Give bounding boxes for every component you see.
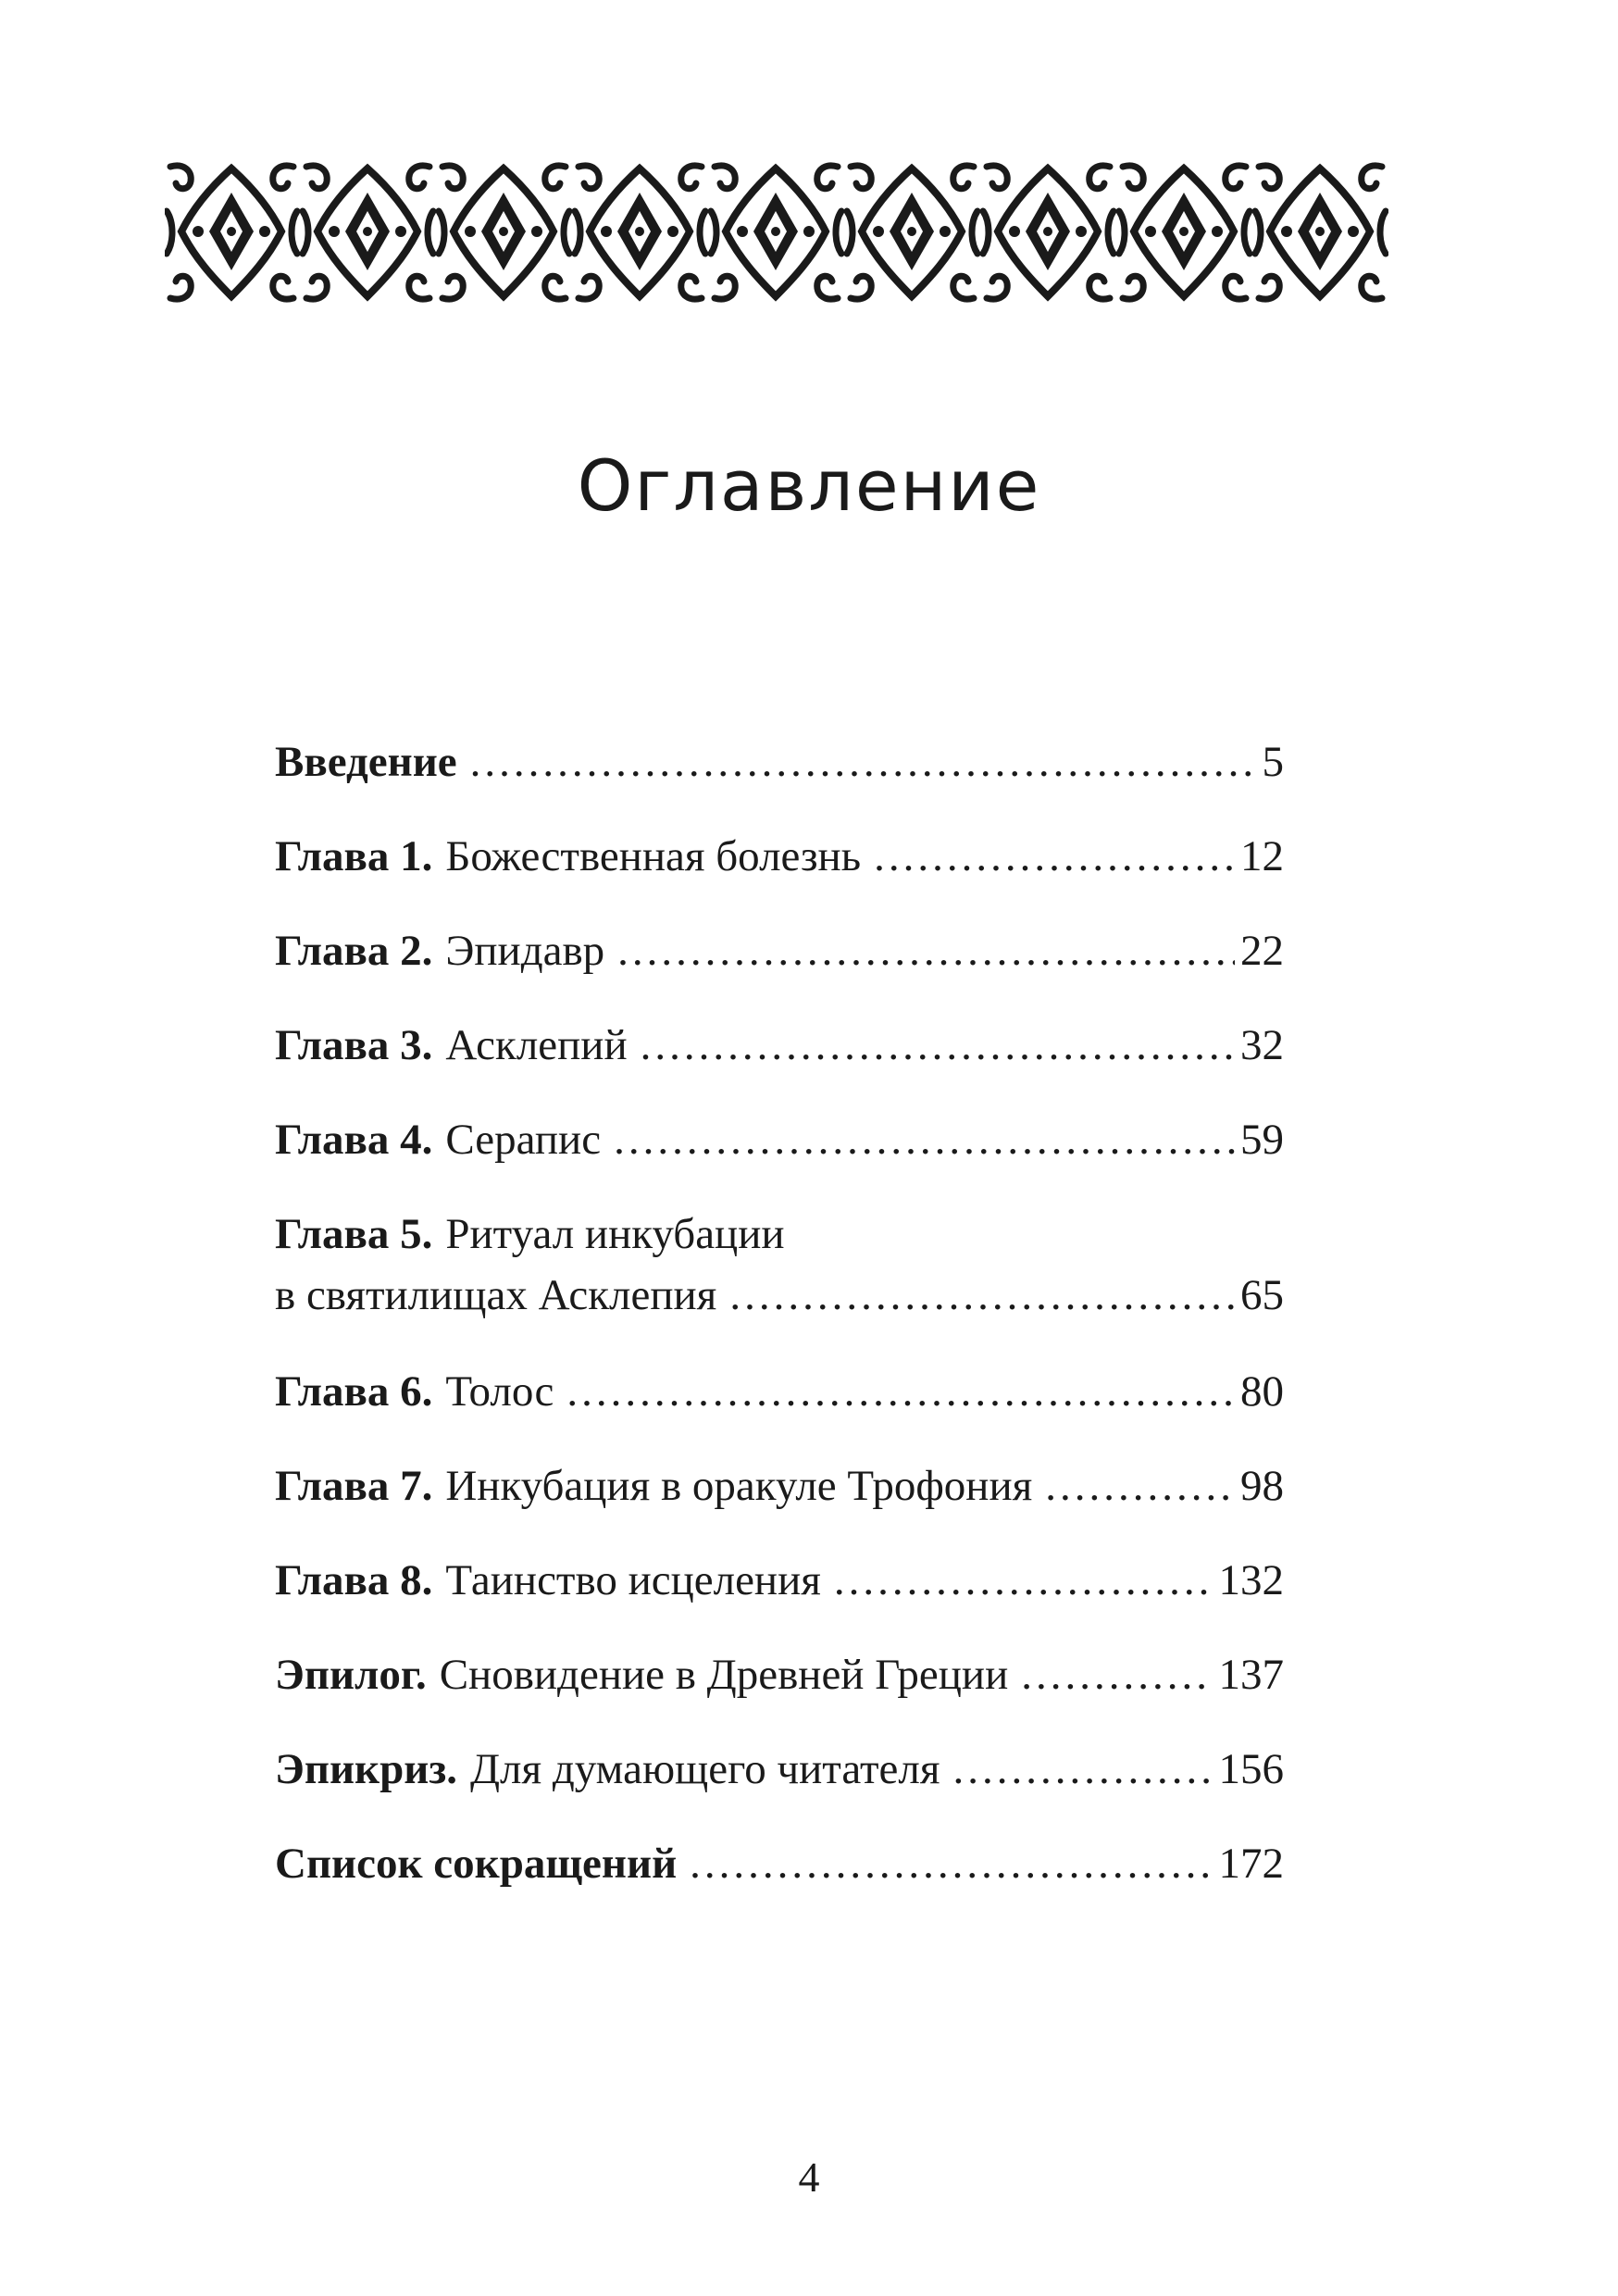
toc-label: Глава 8.: [275, 1556, 433, 1604]
leader-dots: [641, 1015, 1235, 1076]
toc-entry-chapter-1[interactable]: [275, 826, 1284, 887]
leader-dots: [729, 1265, 1235, 1326]
toc-title: Инкубация в оракуле Трофония: [445, 1462, 1033, 1510]
toc-label: Список сокращений: [275, 1840, 678, 1888]
toc-label: Глава 5.: [275, 1210, 433, 1258]
toc-title: Божественная болезнь: [445, 832, 862, 880]
toc-page-number: 137: [1218, 1651, 1284, 1699]
leader-dots: [834, 1550, 1214, 1611]
toc-label: Глава 3.: [275, 1021, 433, 1069]
toc-entry-epicrisis[interactable]: [275, 1739, 1284, 1800]
toc-entry-chapter-8[interactable]: [275, 1550, 1284, 1611]
toc-entry-chapter-5[interactable]: [275, 1204, 1284, 1326]
leader-dots: [617, 920, 1235, 981]
toc-label: Глава 2.: [275, 927, 433, 975]
leader-dots: [470, 731, 1257, 792]
toc-page-number: 172: [1218, 1840, 1284, 1888]
toc-title: Ритуал инкубации: [445, 1210, 785, 1258]
toc-page-number: 156: [1218, 1745, 1284, 1793]
toc-label: Введение: [275, 738, 457, 786]
toc-title: Сновидение в Древней Греции: [439, 1651, 1009, 1699]
toc-title: Эпидавр: [445, 927, 605, 975]
leader-dots: [952, 1739, 1213, 1800]
toc-entry-epilogue[interactable]: [275, 1644, 1284, 1705]
leader-dots: [566, 1361, 1235, 1422]
toc-page-number: 98: [1240, 1462, 1284, 1510]
leader-dots: [614, 1109, 1235, 1170]
leader-dots: [1045, 1455, 1235, 1516]
toc-entry-chapter-6[interactable]: [275, 1361, 1284, 1422]
toc-label: Эпикриз.: [275, 1745, 457, 1793]
toc-page-number: 80: [1240, 1367, 1284, 1416]
page-title: Оглавление: [577, 444, 1041, 527]
toc-title: Толос: [445, 1367, 554, 1416]
toc-label: Глава 6.: [275, 1367, 433, 1416]
leader-dots: [874, 826, 1235, 887]
toc-entry-chapter-7[interactable]: [275, 1455, 1284, 1516]
toc-entry-chapter-2[interactable]: [275, 920, 1284, 981]
toc-entry-chapter-4[interactable]: [275, 1109, 1284, 1170]
toc-entry-chapter-3[interactable]: [275, 1015, 1284, 1076]
toc-entry-abbreviations[interactable]: [275, 1833, 1284, 1894]
toc-title: Для думающего читателя: [469, 1745, 940, 1793]
toc-label: Глава 1.: [275, 832, 433, 880]
toc-page-number: 22: [1240, 927, 1284, 975]
toc-page-number: 32: [1240, 1021, 1284, 1069]
toc-title-continuation: в святилищах Асклепия: [275, 1271, 717, 1319]
toc-page-number: 5: [1262, 738, 1284, 786]
toc-page-number: 12: [1240, 832, 1284, 880]
toc-label: Глава 4.: [275, 1116, 433, 1164]
toc-label: Глава 7.: [275, 1462, 433, 1510]
toc-page-number: 59: [1240, 1116, 1284, 1164]
leader-dots: [1021, 1644, 1213, 1705]
toc-page-number: 65: [1240, 1271, 1284, 1319]
toc-title: Асклепий: [445, 1021, 628, 1069]
decorative-ornament-border: [165, 157, 1388, 307]
page-number: 4: [798, 2153, 820, 2201]
toc-page-number: 132: [1218, 1556, 1284, 1604]
toc-title: Серапис: [445, 1116, 602, 1164]
toc-title: Таинство исцеления: [445, 1556, 821, 1604]
toc-entry-introduction[interactable]: [275, 731, 1284, 792]
toc-label: Эпилог.: [275, 1651, 427, 1699]
leader-dots: [690, 1833, 1213, 1894]
